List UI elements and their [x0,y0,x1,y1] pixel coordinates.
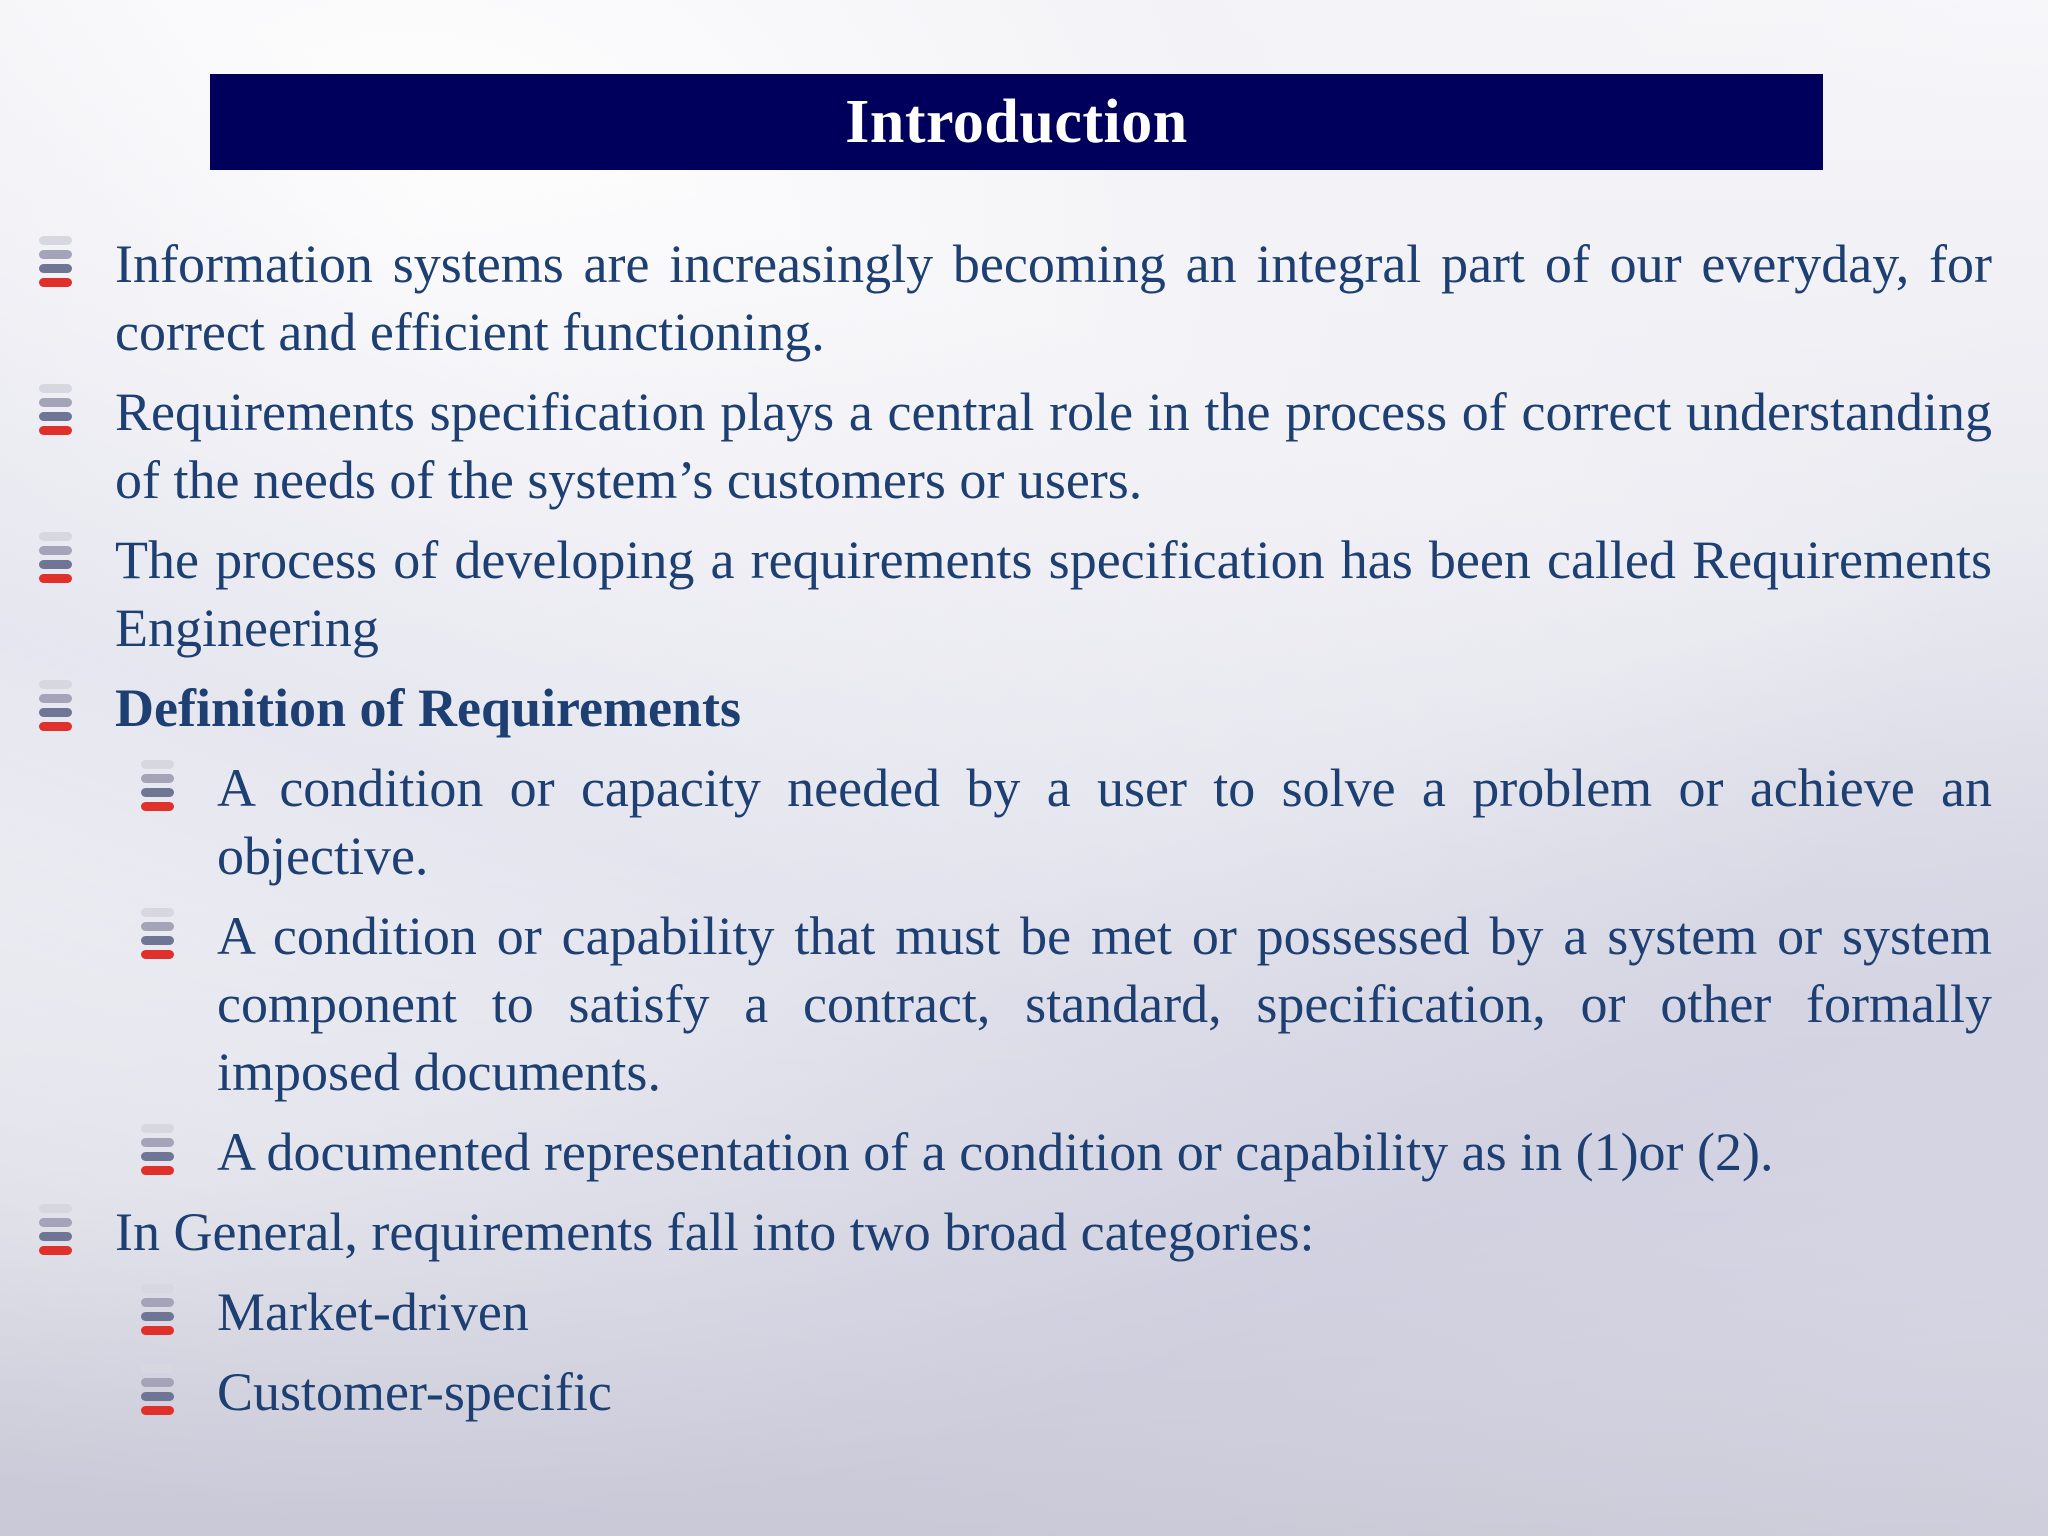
bullet-item-heading [0,674,1992,742]
stacked-bars-bullet-icon [39,384,72,446]
stacked-bars-bullet-icon [39,1204,72,1266]
sub-bullet-item [0,1358,1992,1426]
stacked-bars-bullet-icon [39,680,72,742]
bullet-item [0,378,1992,514]
stacked-bars-bullet-icon [141,1284,174,1346]
bullet-text: Requirements specification plays a central role in the process of correct understanding of the needs of the system’s customers or users. [115,382,1992,510]
bullet-item [0,526,1992,662]
stacked-bars-bullet-icon [39,532,72,594]
stacked-bars-bullet-icon [141,1124,174,1186]
bullet-text: A documented representation of a condition or capability as in (1)or (2). [217,1122,1774,1182]
stacked-bars-bullet-icon [141,908,174,970]
bullet-text: The process of developing a requirements specification has been called Requirements Engineering [115,530,1992,658]
slide-title: Introduction [845,87,1188,156]
title-bar [210,74,1823,170]
stacked-bars-bullet-icon [39,236,72,298]
bullet-text: A condition or capacity needed by a user to solve a problem or achieve an objective. [217,758,1992,886]
bullet-text: A condition or capability that must be met or possessed by a system or system component to satisfy a contract, standard, specification, or other formally imposed documents. [217,906,1992,1102]
bullet-text: In General, requirements fall into two broad categories: [115,1202,1315,1262]
sub-bullet-item [0,1278,1992,1346]
bullet-text: Market-driven [217,1282,529,1342]
sub-bullet-item [0,902,1992,1106]
bullet-text: Customer-specific [217,1362,612,1422]
stacked-bars-bullet-icon [141,760,174,822]
stacked-bars-bullet-icon [141,1364,174,1426]
bullet-list [0,230,2048,1438]
sub-bullet-item [0,1118,1992,1186]
sub-bullet-item [0,754,1992,890]
bullet-item [0,230,1992,366]
bullet-text: Definition of Requirements [115,678,741,738]
bullet-text: Information systems are increasingly becoming an integral part of our everyday, for correct and efficient functioning. [115,234,1992,362]
bullet-item [0,1198,1992,1266]
